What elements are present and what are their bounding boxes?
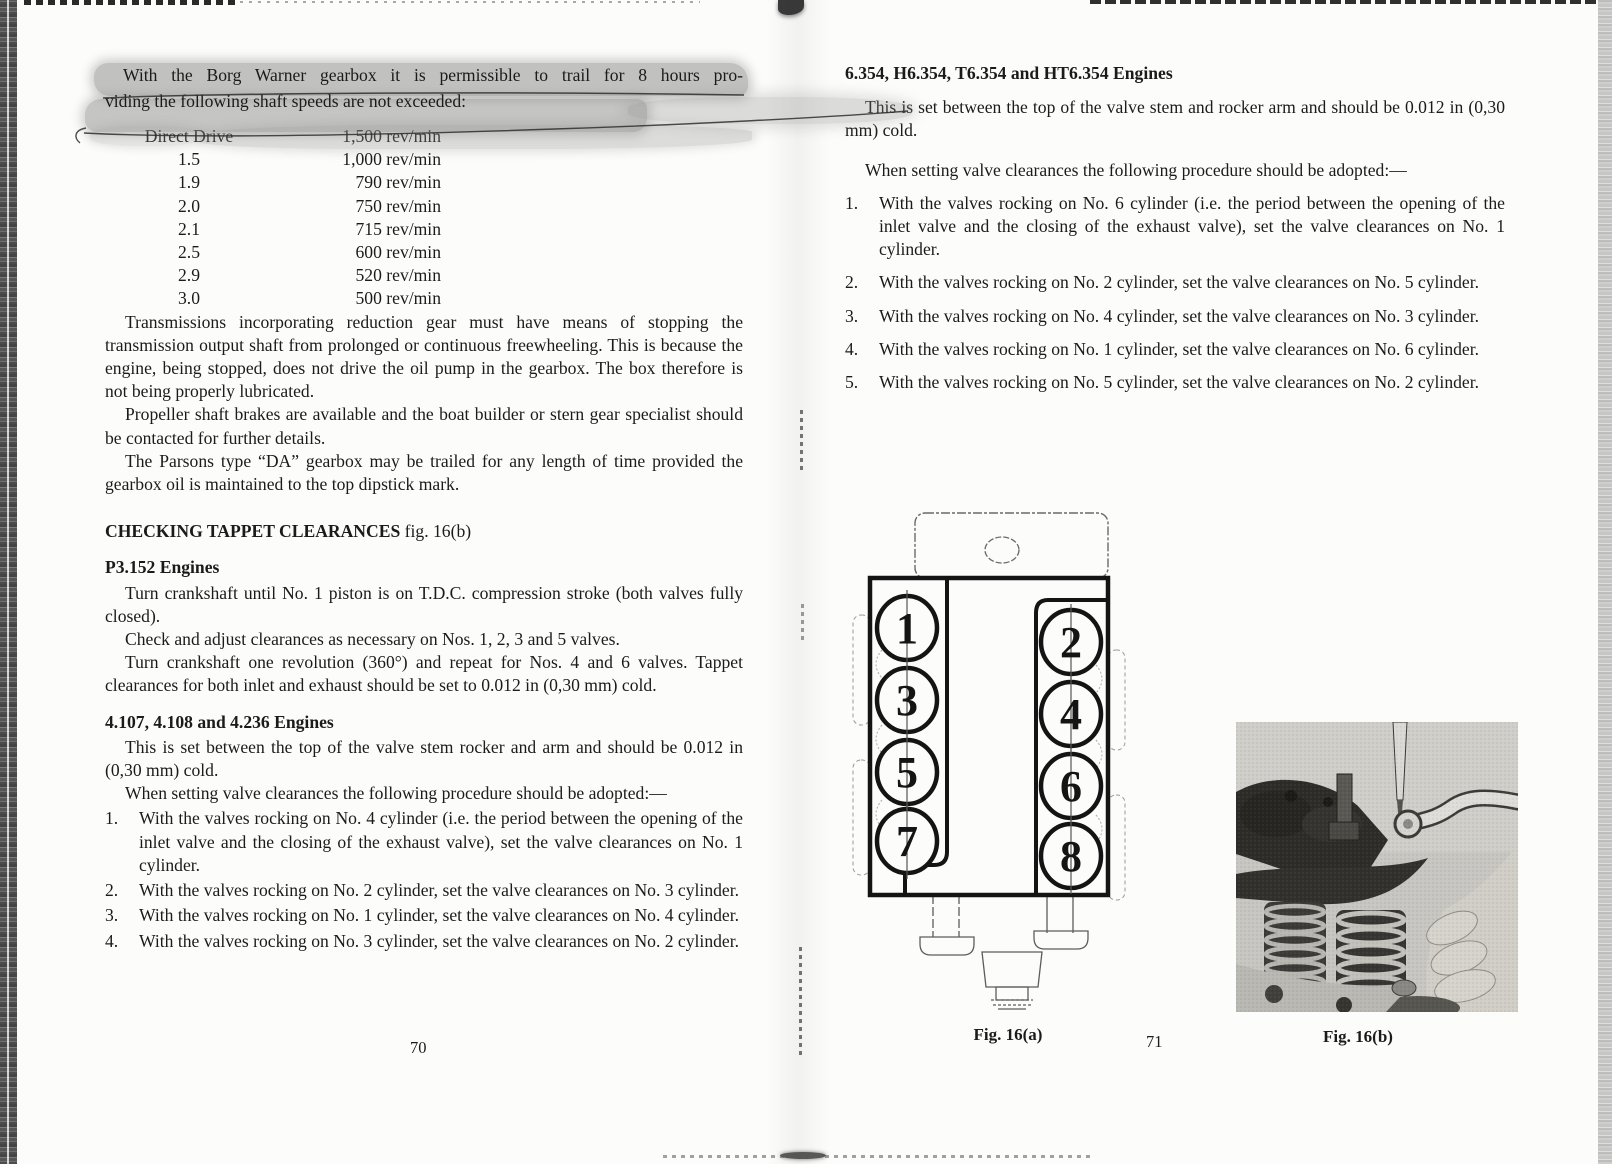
procedure-step (845, 192, 1505, 262)
procedure-step (845, 371, 1505, 394)
section-heading (105, 520, 743, 543)
step-text: With the valves rocking on No. 2 cylinder, set the valve clearances on No. 3 cylinder. (139, 880, 740, 901)
paragraph: This is set between the top of the valve stem rocker and arm and should be 0.012 in (0,30 mm) cold. (105, 736, 743, 781)
figure-16a-cylinder-diagram (850, 500, 1130, 1020)
gear-ratio: 3.0 (178, 288, 200, 309)
shaft-speed: 1,500 rev/min (342, 126, 441, 146)
figure-16a-caption: Fig. 16(a) (973, 1025, 1043, 1044)
table-row (105, 218, 743, 241)
procedure-step (845, 271, 1505, 294)
step-text: With the valves rocking on No. 4 cylinder (i.e. the period between the opening of the inlet valve and the closing of the exhaust valve), set the valve clearances on No. 1 cylinder. (139, 808, 743, 875)
left-page-column (105, 62, 743, 955)
table-row (105, 287, 743, 310)
book-binding-edge (0, 0, 17, 1164)
cylinder-number: 1 (896, 604, 918, 653)
step-text: With the valves rocking on No. 6 cylinder (i.e. the period between the opening of the inlet valve and the closing of the exhaust valve), set the valve clearances on No. 1 cylinder. (879, 192, 1505, 260)
cylinder-number: 8 (1060, 832, 1082, 881)
section-heading: 6.354, H6.354, T6.354 and HT6.354 Engines (845, 63, 1173, 83)
right-page-column (845, 62, 1505, 394)
shaft-speed: 750 rev/min (355, 195, 441, 216)
paragraph: Turn crankshaft until No. 1 piston is on T.D.C. compression stroke (both valves fully closed). (105, 582, 743, 626)
paragraph: This is set between the top of the valve stem and rocker arm and should be 0.012 in (0,30 mm) cold. (845, 97, 1505, 141)
gutter-speck (801, 600, 804, 640)
section-heading-bold: CHECKING TAPPET CLEARANCES (105, 521, 401, 542)
step-number: 2. (105, 880, 119, 901)
cylinder-number: 6 (1060, 762, 1082, 811)
gear-ratio: 1.5 (178, 149, 200, 170)
table-row (105, 195, 743, 218)
step-number: 3. (845, 305, 859, 326)
paragraph: Turn crankshaft one revolution (360°) and repeat for Nos. 4 and 6 valves. Tappet clearances for both inlet and exhaust should be set to 0.012 in (0,30 mm) cold. (105, 652, 743, 696)
step-number: 2. (845, 272, 859, 293)
step-text: With the valves rocking on No. 1 cylinder, set the valve clearances on No. 4 cylinder. (139, 905, 740, 926)
gear-ratio: 1.9 (178, 172, 200, 193)
figure-16b-photo (1236, 722, 1518, 1012)
subsection-heading: 4.107, 4.108 and 4.236 Engines (105, 711, 334, 732)
shaft-speed: 790 rev/min (355, 172, 441, 193)
procedure-step (105, 879, 743, 902)
shaft-speed: 600 rev/min (355, 242, 441, 263)
gutter-speck (799, 945, 802, 1055)
cylinder-number: 7 (896, 817, 918, 866)
scan-artifact-top-right (1090, 0, 1600, 4)
step-text: With the valves rocking on No. 1 cylinder, set the valve clearances on No. 6 cylinder. (879, 338, 1480, 359)
step-text: With the valves rocking on No. 3 cylinder, set the valve clearances on No. 2 cylinder. (139, 930, 740, 951)
step-number: 1. (105, 808, 119, 829)
step-number: 3. (105, 905, 119, 926)
right-page-number: 71 (1146, 1032, 1163, 1051)
step-number: 5. (845, 372, 859, 393)
step-text: With the valves rocking on No. 5 cylinder, set the valve clearances on No. 2 cylinder. (879, 372, 1480, 393)
step-text: With the valves rocking on No. 2 cylinder, set the valve clearances on No. 5 cylinder. (879, 272, 1480, 293)
cylinder-number: 4 (1060, 690, 1082, 739)
paragraph: When setting valve clearances the following procedure should be adopted:— (125, 783, 667, 804)
table-row (105, 241, 743, 264)
procedure-step (105, 807, 743, 877)
step-number: 1. (845, 192, 859, 213)
scan-artifact-bottom (663, 1155, 1091, 1158)
procedure-step (845, 305, 1505, 328)
procedure-step (105, 904, 743, 927)
paragraph: Check and adjust clearances as necessary on Nos. 1, 2, 3 and 5 valves. (125, 629, 620, 650)
step-number: 4. (105, 930, 119, 951)
page-right-edge (1598, 0, 1612, 1164)
figure-16b-caption: Fig. 16(b) (1323, 1027, 1393, 1046)
procedure-steps (105, 807, 743, 952)
gear-ratio: 2.0 (178, 195, 200, 216)
paragraph: Transmissions incorporating reduction gear must have means of stopping the transmission output shaft from prolonged or continuous freewheeling. This is because the engine, being stopped, does not drive the oil pump in the gearbox. The box therefore is not being properly lubricated. (105, 311, 743, 402)
gear-ratio: 2.5 (178, 242, 200, 263)
paragraph: Propeller shaft brakes are available and the boat builder or stern gear specialist should be contacted for further details. (105, 404, 743, 448)
gear-ratio: 2.9 (178, 265, 200, 286)
scan-artifact-top-left (24, 0, 236, 5)
table-row (105, 264, 743, 287)
paragraph: The Parsons type “DA” gearbox may be trailed for any length of time provided the gearbox oil is maintained to the top dipstick mark. (105, 450, 743, 495)
scan-artifact-top-left-faint (240, 1, 700, 3)
subsection-heading: P3.152 Engines (105, 557, 220, 578)
table-row (105, 171, 743, 194)
gutter-speck (800, 410, 803, 470)
cylinder-number: 5 (896, 748, 918, 797)
step-number: 4. (845, 338, 859, 359)
highlighted-text-line: viding the following shaft speeds are not exceeded: (105, 91, 467, 111)
shaft-speed: 1,000 rev/min (342, 149, 441, 170)
procedure-step (845, 338, 1505, 361)
section-heading-figref: fig. 16(b) (400, 521, 472, 542)
gear-ratio: 2.1 (178, 218, 200, 239)
cylinder-number: 3 (896, 676, 918, 725)
shaft-speed: 715 rev/min (355, 218, 441, 239)
step-text: With the valves rocking on No. 4 cylinder, set the valve clearances on No. 3 cylinder. (879, 305, 1480, 326)
shaft-speed: 520 rev/min (355, 265, 441, 286)
left-page-number: 70 (410, 1038, 427, 1057)
procedure-steps (845, 192, 1505, 394)
highlighted-text-line: With the Borg Warner gearbox it is permissible to trail for 8 hours pro- (123, 65, 743, 85)
procedure-step (105, 930, 743, 953)
pen-underline-marks (70, 55, 930, 155)
cylinder-number: 2 (1060, 618, 1082, 667)
shaft-speed: 500 rev/min (355, 288, 441, 309)
page-gutter (766, 0, 830, 1164)
paragraph: When setting valve clearances the following procedure should be adopted:— (865, 159, 1407, 180)
gear-ratio: Direct Drive (144, 126, 234, 146)
